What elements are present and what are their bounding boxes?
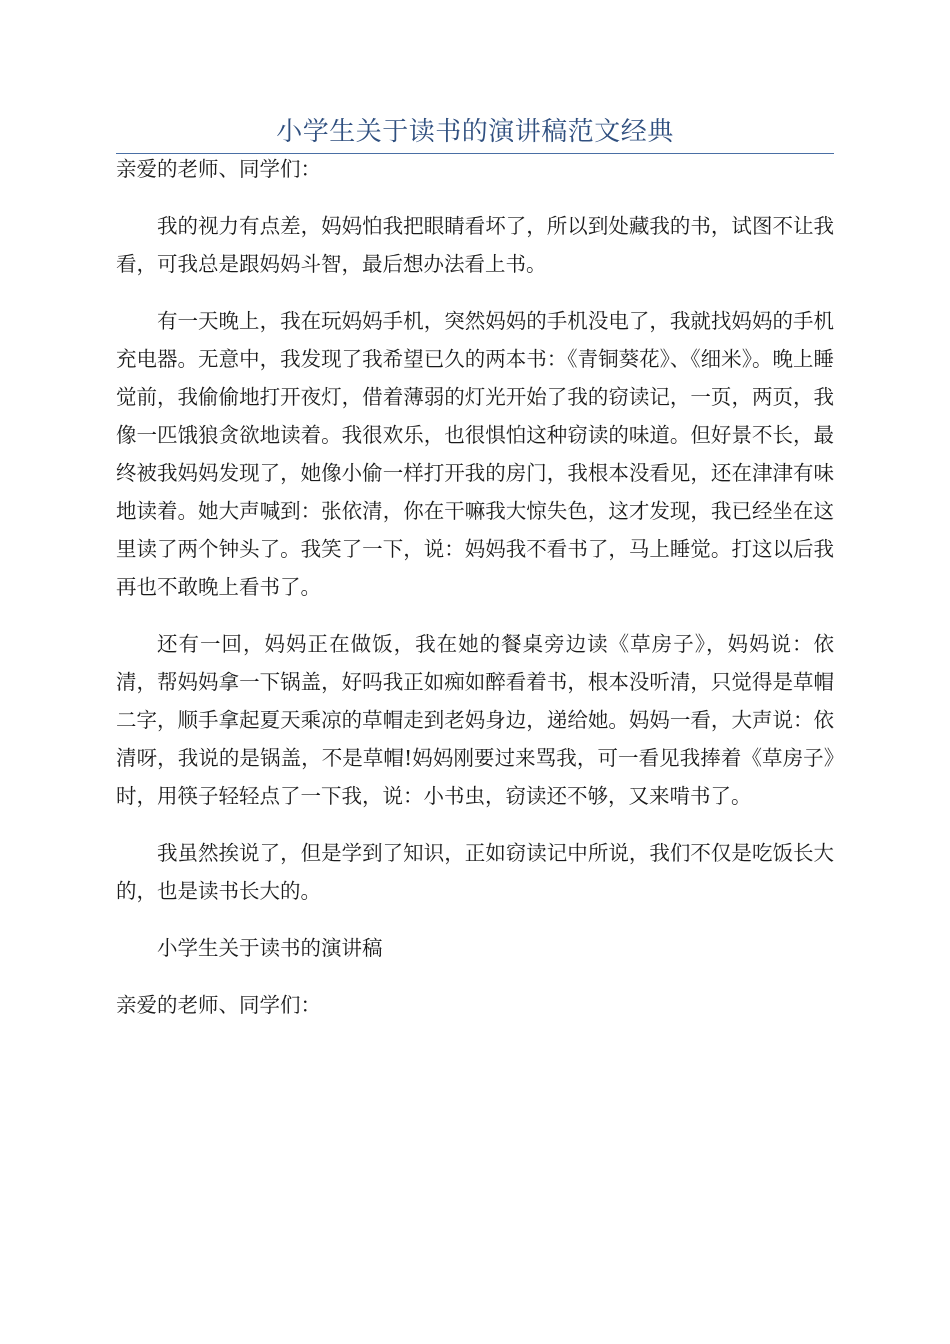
document-title: 小学生关于读书的演讲稿范文经典 — [276, 117, 674, 147]
paragraph: 还有一回，妈妈正在做饭，我在她的餐桌旁边读《草房子》，妈妈说：依清，帮妈妈拿一下锅盖，好吗我正如痴如醉看着书，根本没听清，只觉得是草帽二字，顺手拿起夏天乘凉的草帽走到老妈身边，递给她。妈妈一看，大声说：依清呀，我说的是锅盖，不是草帽!妈妈刚要过来骂我，可一看见我捧着《草房子》时，用筷子轻轻点了一下我，说：小书虫，窃读还不够，又来啃书了。 — [116, 632, 834, 808]
paragraph: 我的视力有点差，妈妈怕我把眼睛看坏了，所以到处藏我的书，试图不让我看，可我总是跟妈妈斗智，最后想办法看上书。 — [116, 214, 834, 276]
salutation: 亲爱的老师、同学们： — [116, 157, 321, 181]
salutation: 亲爱的老师、同学们： — [116, 993, 321, 1017]
paragraph: 有一天晚上，我在玩妈妈手机，突然妈妈的手机没电了，我就找妈妈的手机充电器。无意中，我发现了我希望已久的两本书：《青铜葵花》、《细米》。晚上睡觉前，我偷偷地打开夜灯，借着薄弱的灯光开始了我的窃读记，一页，两页，我像一匹饿狼贪欲地读着。我很欢乐，也很惧怕这种窃读的味道。但好景不长，最终被我妈妈发现了，她像小偷一样打开我的房门，我根本没看见，还在津津有味地读着。她大声喊到：张依清，你在干嘛我大惊失色，这才发现，我已经坐在这里读了两个钟头了。我笑了一下，说：妈妈我不看书了，马上睡觉。打这以后我再也不敢晚上看书了。 — [116, 309, 834, 599]
section-heading: 小学生关于读书的演讲稿 — [157, 936, 383, 960]
paragraph: 我虽然挨说了，但是学到了知识，正如窃读记中所说，我们不仅是吃饭长大的，也是读书长大的。 — [116, 841, 834, 903]
document-body — [116, 150, 834, 1043]
